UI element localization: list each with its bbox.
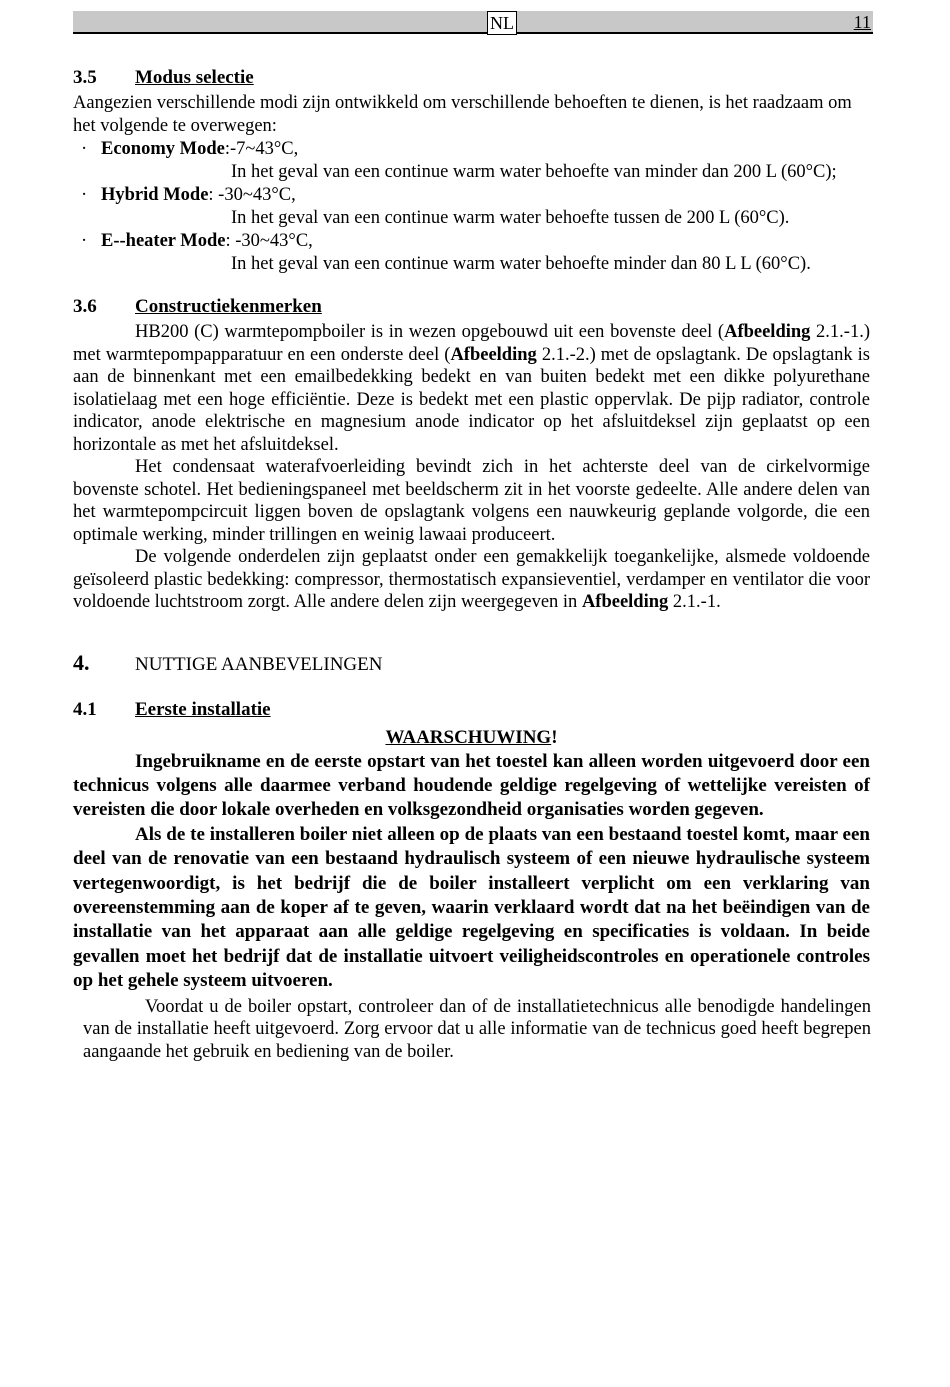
chapter-number: 4. (73, 649, 90, 675)
mode-item (73, 138, 870, 183)
section-number: 4.1 (73, 698, 97, 720)
paragraph: Het condensaat waterafvoerleiding bevindt zich in het achterste deel van de cirkelvormige bovenste schotel. Het bedieningspaneel met beeldscherm zit in het voorste gedeelte. Alle andere delen van het warmtepompcircuit liggen boven de opslagtank volgens een nauwkeurig geplande volgorde, die een optimale werking, minder trillingen en weinig lawaai produceert. (73, 457, 870, 545)
chapter-title: NUTTIGE AANBEVELINGEN (135, 653, 383, 675)
section-number: 3.6 (73, 296, 97, 317)
warning-title: WAARSCHUWING! (385, 726, 558, 748)
section-number: 3.5 (73, 67, 97, 88)
bullet: · (81, 139, 88, 159)
bullet: · (81, 231, 88, 251)
page-number: 11 (853, 12, 871, 32)
bullet: · (81, 185, 88, 205)
mode-range: : -30~43°C, (208, 185, 296, 205)
mode-name: Hybrid Mode (101, 185, 209, 205)
section-3-6-heading (73, 295, 870, 319)
warning-paragraph: Als de te installeren boiler niet alleen op de plaats van een bestaand toestel komt, maar een deel van de renovatie van een bestaand hydraulisch systeem of een nieuwe hydraulische systeem vertegenwoordigt, is het bedrijf die de boiler installeert verplicht om een verklaring van overeenstemming aan de koper af te geven, waarin verklaard wordt dat na het beëindigen van de installatie van het apparaat aan alle geldige regelgeving en specificaties is voldaan. In beide gevallen moet het bedrijf dat de installatie uitvoert veiligheidscontroles en operationele controles op het gehele systeem uitvoeren. (73, 823, 870, 992)
mode-name: E--heater Mode (101, 231, 226, 251)
page-content (73, 66, 870, 1063)
mode-name: Economy Mode (101, 139, 225, 159)
header-bar (73, 11, 873, 34)
mode-description: In het geval van een continue warm water behoefte tussen de 200 L (60°C). (231, 207, 790, 228)
mode-description: In het geval van een continue warm water behoefte van minder dan 200 L (60°C); (231, 161, 837, 182)
mode-item (73, 184, 870, 229)
section-title: Modus selectie (135, 67, 254, 88)
header-language: NL (487, 11, 517, 35)
warning-paragraph: Ingebruikname en de eerste opstart van het toestel kan alleen worden uitgevoerd door een technicus volgens alle daarmee verband houdende geldige regelgeving of wettelijke vereisten of vereisten die door lokale overheden en volksgezondheid organisaties worden gegeven. (73, 750, 870, 821)
section-title: Constructiekenmerken (135, 296, 322, 317)
section-title: Eerste installatie (135, 698, 271, 720)
section-3-5-intro: Aangezien verschillende modi zijn ontwikkeld om verschillende behoeften te dienen, is het raadzaam om het volgende te overwegen: (73, 93, 852, 136)
paragraph: HB200 (C) warmtepompboiler is in wezen opgebouwd uit een bovenste deel (Afbeelding 2.1.-1.) met warmtepompapparatuur en een onderste deel (Afbeelding 2.1.-2.) met de opslagtank. De opslagtank is aan de binnenkant met een emailbedekking bedekt en van buiten bedekt met een dikke polyurethane isolatielaag met een hoge efficiëntie. Deze is bedekt met een plastic oppervlak. De pijp radiator, controle indicator, anode elektrische en magnesium anode indicator op het afsluitdeksel zijn geplaatst op een horizontale as met het afsluitdeksel. (73, 322, 871, 455)
paragraph: De volgende onderdelen zijn geplaatst onder een gemakkelijk toegankelijke, alsmede voldoende geïsoleerd plastic bedekking: compressor, thermostatisch expansieventiel, verdamper en ventilator die voor voldoende luchtstroom zorgt. Alle andere delen zijn weergegeven in Afbeelding 2.1.-1. (73, 547, 870, 612)
final-paragraph: Voordat u de boiler opstart, controleer dan of de installatietechnicus alle benodigde handelingen van de installatie heeft uitgevoerd. Zorg ervoor dat u alle informatie van de technicus goed heeft begrepen aangaande het gebruik en bediening van de boiler. (83, 996, 871, 1062)
mode-range: : -30~43°C, (225, 231, 313, 251)
chapter-4-heading (73, 650, 870, 678)
section-4-1-heading (73, 698, 870, 722)
mode-description: In het geval van een continue warm water behoefte minder dan 80 L L (60°C). (231, 253, 811, 274)
mode-range: :-7~43°C, (224, 139, 299, 159)
section-3-5-heading (73, 66, 870, 90)
mode-item (73, 230, 870, 275)
